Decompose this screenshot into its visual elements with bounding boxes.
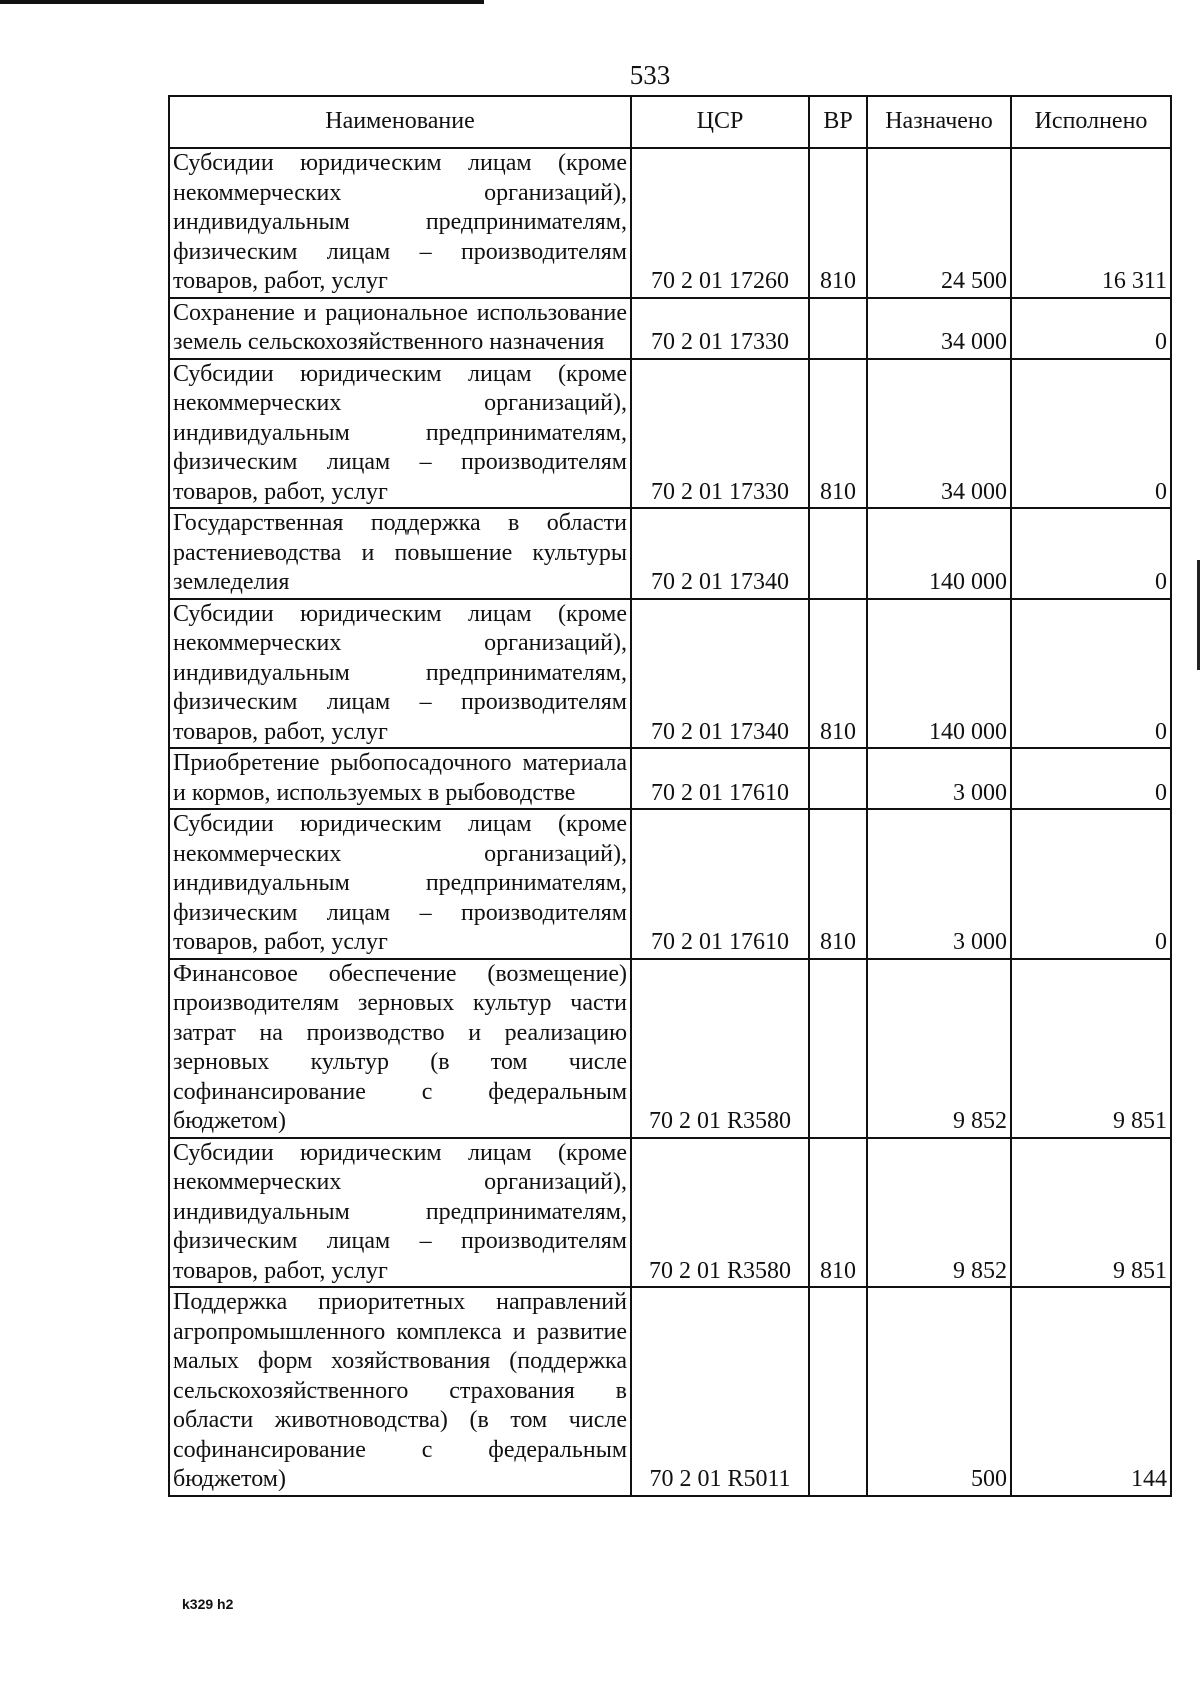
cell-name: Сохранение и рациональное использование земель сельскохозяйственного назначения (169, 298, 631, 359)
cell-csr: 70 2 01 17340 (631, 599, 809, 749)
table-row (169, 508, 1171, 599)
cell-vr: 810 (809, 359, 867, 509)
cell-executed: 0 (1011, 359, 1171, 509)
cell-name: Приобретение рыбопосадочного материала и кормов, используемых в рыбоводстве (169, 748, 631, 809)
cell-name: Государственная поддержка в области растениеводства и повышение культуры земледелия (169, 508, 631, 599)
cell-vr (809, 748, 867, 809)
cell-assigned: 24 500 (867, 148, 1011, 298)
table-row (169, 809, 1171, 959)
cell-assigned: 3 000 (867, 809, 1011, 959)
cell-assigned: 9 852 (867, 1138, 1011, 1288)
table-row (169, 748, 1171, 809)
cell-executed: 0 (1011, 298, 1171, 359)
cell-executed: 0 (1011, 809, 1171, 959)
cell-vr (809, 1287, 867, 1496)
page-number: 533 (629, 60, 671, 90)
cell-vr: 810 (809, 599, 867, 749)
cell-vr (809, 508, 867, 599)
header-vr: ВР (809, 96, 867, 148)
cell-csr: 70 2 01 17610 (631, 748, 809, 809)
table-row (169, 1287, 1171, 1496)
header-name: Наименование (169, 96, 631, 148)
cell-name: Поддержка приоритетных направлений агропромышленного комплекса и развитие малых форм хозяйствования (поддержка сельскохозяйственного страхования в области животноводства) (в том числе софинансирование с федеральным бюджетом) (169, 1287, 631, 1496)
cell-name: Субсидии юридическим лицам (кроме некоммерческих организаций), индивидуальным предпринимателям, физическим лицам – производителям товаров, работ, услуг (169, 148, 631, 298)
cell-name: Субсидии юридическим лицам (кроме некоммерческих организаций), индивидуальным предпринимателям, физическим лицам – производителям товаров, работ, услуг (169, 359, 631, 509)
table-row (169, 599, 1171, 749)
cell-executed: 0 (1011, 508, 1171, 599)
cell-assigned: 9 852 (867, 959, 1011, 1138)
cell-executed: 144 (1011, 1287, 1171, 1496)
header-executed: Исполнено (1011, 96, 1171, 148)
cell-vr (809, 298, 867, 359)
top-edge-rule (0, 0, 484, 4)
cell-assigned: 500 (867, 1287, 1011, 1496)
cell-csr: 70 2 01 R3580 (631, 1138, 809, 1288)
cell-executed: 0 (1011, 748, 1171, 809)
cell-name: Субсидии юридическим лицам (кроме некоммерческих организаций), индивидуальным предпринимателям, физическим лицам – производителям товаров, работ, услуг (169, 599, 631, 749)
cell-name: Финансовое обеспечение (возмещение) производителям зерновых культур части затрат на производство и реализацию зерновых культур (в том числе софинансирование с федеральным бюджетом) (169, 959, 631, 1138)
cell-assigned: 140 000 (867, 599, 1011, 749)
cell-assigned: 34 000 (867, 359, 1011, 509)
cell-csr: 70 2 01 17610 (631, 809, 809, 959)
budget-table (168, 95, 1172, 1497)
cell-name: Субсидии юридическим лицам (кроме некоммерческих организаций), индивидуальным предпринимателям, физическим лицам – производителям товаров, работ, услуг (169, 809, 631, 959)
cell-csr: 70 2 01 17340 (631, 508, 809, 599)
table-row (169, 298, 1171, 359)
cell-csr: 70 2 01 17260 (631, 148, 809, 298)
cell-vr (809, 959, 867, 1138)
cell-name: Субсидии юридическим лицам (кроме некоммерческих организаций), индивидуальным предпринимателям, физическим лицам – производителям товаров, работ, услуг (169, 1138, 631, 1288)
table-row (169, 959, 1171, 1138)
table-row (169, 359, 1171, 509)
cell-csr: 70 2 01 R5011 (631, 1287, 809, 1496)
table-row (169, 1138, 1171, 1288)
cell-vr: 810 (809, 148, 867, 298)
cell-executed: 9 851 (1011, 1138, 1171, 1288)
header-csr: ЦСР (631, 96, 809, 148)
table-header-row (169, 96, 1171, 148)
cell-assigned: 3 000 (867, 748, 1011, 809)
cell-executed: 0 (1011, 599, 1171, 749)
footer-code: k329 h2 (182, 1596, 234, 1612)
cell-vr: 810 (809, 1138, 867, 1288)
header-assigned: Назначено (867, 96, 1011, 148)
cell-vr: 810 (809, 809, 867, 959)
cell-executed: 9 851 (1011, 959, 1171, 1138)
table-row (169, 148, 1171, 298)
cell-csr: 70 2 01 17330 (631, 298, 809, 359)
cell-executed: 16 311 (1011, 148, 1171, 298)
cell-assigned: 34 000 (867, 298, 1011, 359)
cell-csr: 70 2 01 R3580 (631, 959, 809, 1138)
cell-csr: 70 2 01 17330 (631, 359, 809, 509)
cell-assigned: 140 000 (867, 508, 1011, 599)
